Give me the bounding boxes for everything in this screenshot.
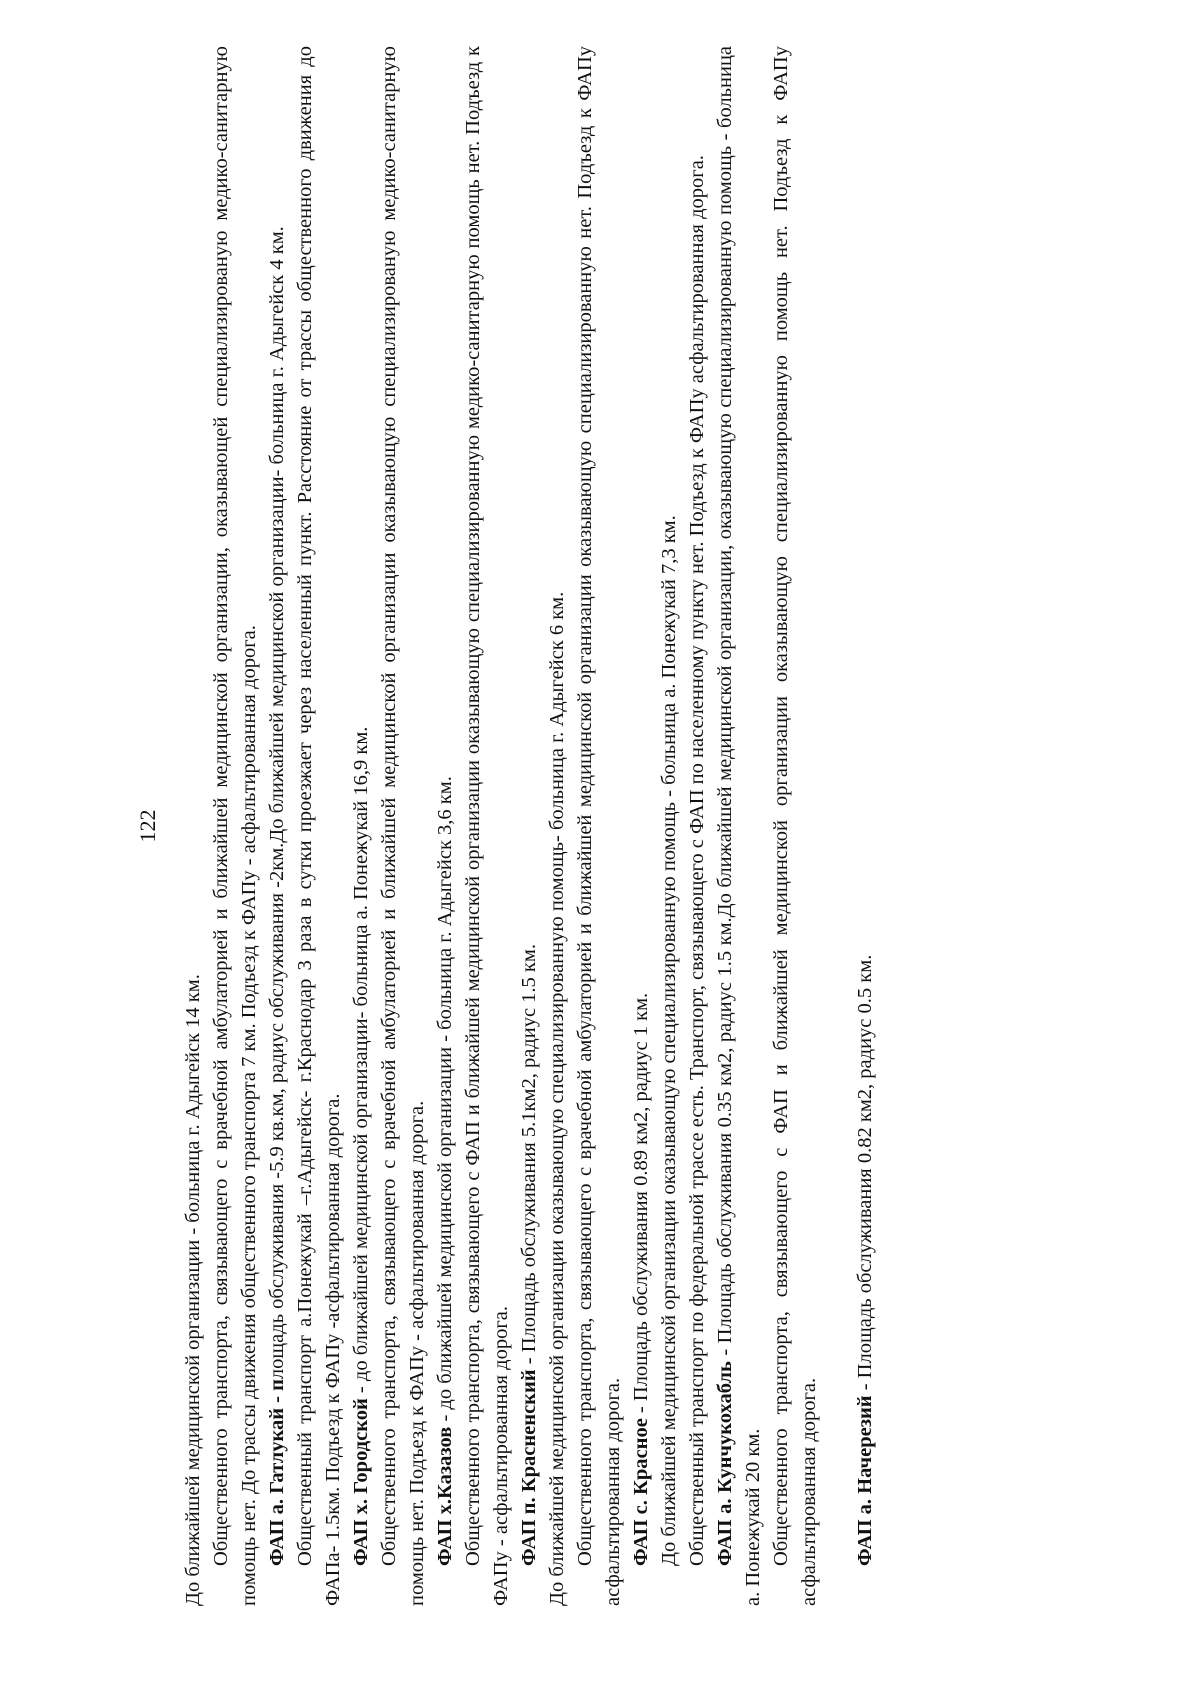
paragraph [627, 46, 655, 1606]
paragraph [851, 46, 879, 1606]
paragraph-text: Общественного транспорта, связывающего с ФАП и ближайшей медицинской организации оказывающую специализированную медико-санитарную помощь нет. Подъезд к ФАПу - асфальтированная дорога. [462, 46, 512, 1606]
paragraph-text: До ближайшей медицинской организации оказывающую специализированную помощь- больница г. Адыгейск 6 км. [546, 591, 568, 1606]
paragraph-heading: ФАП а. Гатлукай - п [266, 1379, 288, 1566]
paragraph [767, 46, 823, 1606]
paragraph [571, 46, 627, 1606]
paragraph-text: До ближайшей медицинской организации - больница г. Адыгейск 14 км. [182, 974, 204, 1606]
paragraph-text: Общественный транспорт по федеральной трассе есть. Транспорт, связывающего с ФАП по населенному пункту нет. Подъезд к ФАПу асфальтированная дорога. [686, 155, 708, 1566]
paragraph-text: - Площадь обслуживания 0.89 км2, радиус 1 км. [630, 992, 652, 1419]
rotated-page [135, 46, 1035, 1606]
paragraph-text: До ближайшей медицинской организации оказывающую специализированную помощь - больница а. Понежукай 7,3 км. [658, 515, 680, 1566]
paragraph [347, 46, 375, 1606]
paragraph-heading: ФАП п. Красненский [518, 1369, 540, 1566]
paragraph [375, 46, 431, 1606]
paragraph-text: Общественного транспорта, связывающего с врачебной амбулаторией и ближайшей медицинской организации оказывающую специализированую медико-санитарную помощь нет. Подъезд к ФАПу - асфальтированная дорога. [378, 46, 428, 1606]
paragraph [179, 46, 207, 1606]
paragraph-text: Общественного транспорта, связывающего с врачебной амбулаторией и ближайшей медицинской организации, оказывающей специализированую медико-санитарную помощь нет. До трассы движения общественного транспорта 7 км. Подъезд к ФАПу - асфальтированная дорога. [210, 46, 260, 1606]
paragraph [459, 46, 515, 1606]
paragraph-text: - Площадь обслуживания 5.1км2, радиус 1.5 км. [518, 944, 540, 1370]
paragraph [543, 46, 571, 1606]
paragraph-text: Общественный транспорт а.Понежукай –г.Адыгейск- г.Краснодар 3 раза в сутки проезжает через населенный пункт. Расстояние от трассы общественного движения до ФАПа- 1.5км. Подъезд к ФАПу -асфальтированная дорога. [294, 46, 344, 1606]
paragraph-text: Общественного транспорта, связывающего с ФАП и ближайшей медицинской организации оказывающую специализированную помощь нет. Подъезд к ФАПу асфальтированная дорога. [770, 46, 820, 1606]
paragraph-heading: ФАП а. Начерезий [854, 1395, 876, 1566]
paragraph-heading: ФАП х.Казазов [434, 1426, 456, 1566]
paragraph-text: лощадь обслуживания -5.9 кв.км, радиус обслуживания -2км.До ближайшей медицинской организации- больница г. Адыгейск 4 км. [266, 226, 288, 1380]
paragraph-text: - до ближайшей медицинской организации - больница г. Адыгейск 3,6 км. [434, 776, 456, 1427]
paragraph-heading: ФАП с. Красное [630, 1418, 652, 1566]
paragraph [711, 46, 767, 1606]
paragraph [683, 46, 711, 1606]
paragraph-text: - Площадь обслуживания 0.82 км2, радиус 0.5 км. [854, 954, 876, 1396]
paragraph [291, 46, 347, 1606]
document-body [179, 46, 879, 1606]
paragraph [263, 46, 291, 1606]
paragraph-heading: ФАП х. Городской [350, 1398, 372, 1566]
paragraph [515, 46, 543, 1606]
paragraph [207, 46, 263, 1606]
paragraph [655, 46, 683, 1606]
page-number: 122 [135, 809, 160, 843]
paragraph-gap [823, 46, 851, 1606]
paragraph-text: - Площадь обслуживания 0.35 км2, радиус 1.5 км.До ближайшей медицинской организации, оказывающую специализированную помощь - больница а. Понежукай 20 км. [714, 45, 764, 1606]
paragraph-text: - до ближайшей медицинской организации- больница а. Понежукай 16,9 км. [350, 726, 372, 1399]
paragraph-text: Общественного транспорта, связывающего с врачебной амбулаторией и ближайшей медицинской организации оказывающую специализированную нет. Подъезд к ФАПу асфальтированная дорога. [574, 46, 624, 1606]
paragraph [431, 46, 459, 1606]
paragraph-heading: ФАП а. Кунчукохабль [714, 1361, 736, 1566]
